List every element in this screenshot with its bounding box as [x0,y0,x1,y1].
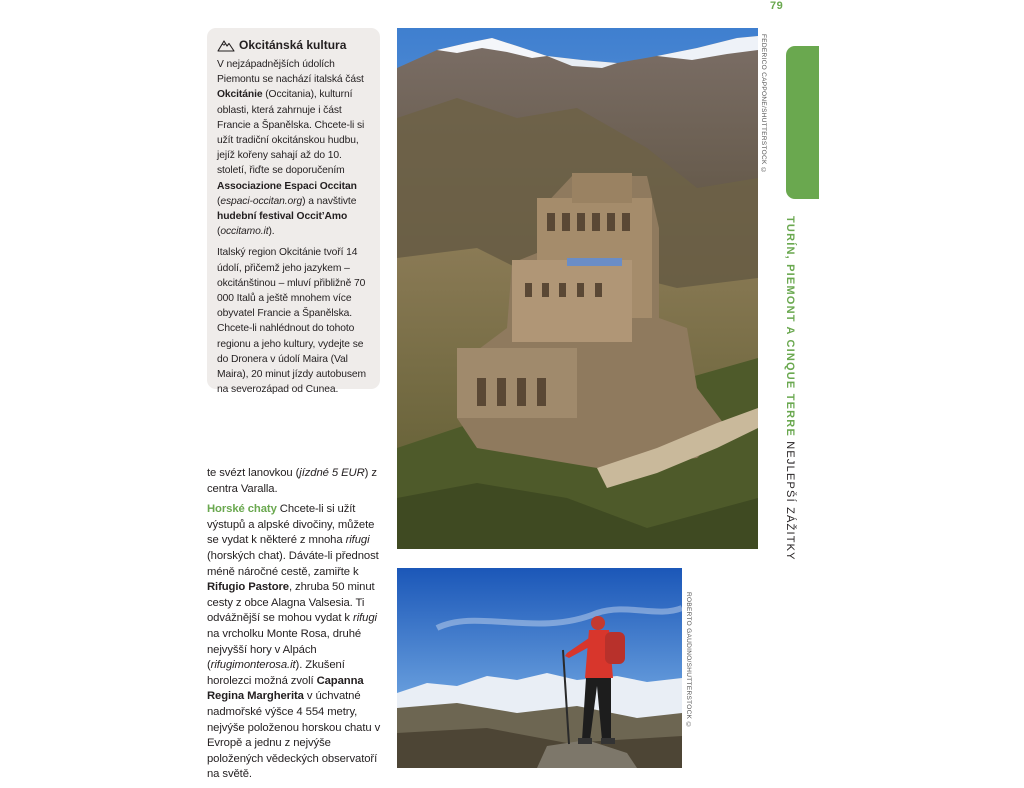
page-number: 79 [770,0,784,12]
text-run: ) a navštivte [302,195,357,207]
running-head-section: NEJLEPŠÍ ZÁŽITKY [784,437,796,561]
photo-credit-2: ROBERTO GAUDINO/SHUTTERSTOCK © [685,592,692,729]
lead-in: Horské chaty [207,503,277,516]
sidebar-paragraph-2: Italský region Okcitánie tvoří 14 údolí, přičemž jeho jazykem – okcitánštinou – mluví přibližně 70 000 Italů a ještě mnohem více obyvatel Francie a Španělska. Chcete-li nahlédnout do tohoto regionu a jeho kultury, vydejte se do Dronera v údolí Maira (Val Maira), 20 minut jízdy autobusem na severozápad od Cunea. [217,247,367,396]
main-text-column [207,466,383,788]
paragraph-cable-car [207,466,383,497]
text-run: ( [217,226,221,238]
paragraph-mountain-huts [207,502,383,783]
text-run: te svézt lanovkou ( [207,467,300,479]
text-run: ). Zkušení horolezci možná zvolí [207,659,345,687]
text-run: ( [217,195,221,207]
text-run: ) z centra Varalla. [207,467,377,495]
photo-hiker-on-summit [397,568,682,768]
bold-term: Rifugio Pastore [207,581,289,594]
italic-term: jízdné 5 EUR [299,467,365,479]
text-run: v úchvatné nadmořské výšce 4 554 metry, nejvýše položenou horskou chatu v Evropě a jednu z nejvýše položených vědeckých observatoří na světě. [207,690,381,781]
italic-term: rifugi [353,612,377,625]
text-run: V nejzápadnějších údolích Piemontu se nachází italská část [217,59,364,86]
text-run: (horských chat). Dáváte-li přednost méně náročné cestě, zamiřte k [207,549,379,578]
italic-term: occitamo.it [220,226,269,238]
mountain-icon [217,38,235,52]
sidebar-heading [217,38,371,52]
text-run: na vrcholku Monte Rosa, druhé nejvyšší hory v Alpách ( [207,627,362,672]
photo-abbey-on-mountain [397,28,758,549]
text-run: Chcete-li si užít výstupů a alpské divočiny, můžete se vydat k některé z mnoha [207,503,375,547]
text-run: , zhruba 50 minut cesty z obce Alagna Valsesia. Ti odvážnější se mohou vydat k [207,581,375,625]
text-run: (Occitania), kulturní oblasti, která zahrnuje i část Francie a Španělska. Chcete-li si užít tradiční okcitánskou hudbu, jejíž kořeny sahají až do 10. století, řiďte se doporučením [217,89,365,177]
running-head [784,216,796,561]
text-run: ). [268,226,275,238]
italic-term: rifugimonterosa.it [210,659,296,672]
bold-term: Capanna Regina Margherita [207,674,364,703]
photo-credit-1: FEDERICO CAPPONE/SHUTTERSTOCK © [760,34,767,175]
italic-term: rifugi [345,534,370,547]
running-head-chapter: TURÍN, PIEMONT A CINQUE TERRE [784,216,796,437]
sidebar-box-occitan-culture [207,28,380,396]
bold-term: Associazione Espaci Occitan [217,180,357,192]
bold-term: Okcitánie [217,89,263,101]
italic-term: espaci-occitan.org [220,195,303,207]
sidebar-paragraph-1 [217,57,371,239]
sidebar-title: Okcitánská kultura [239,38,347,52]
bold-term: hudební festival Occit’Amo [217,211,348,223]
chapter-tab [786,46,819,199]
